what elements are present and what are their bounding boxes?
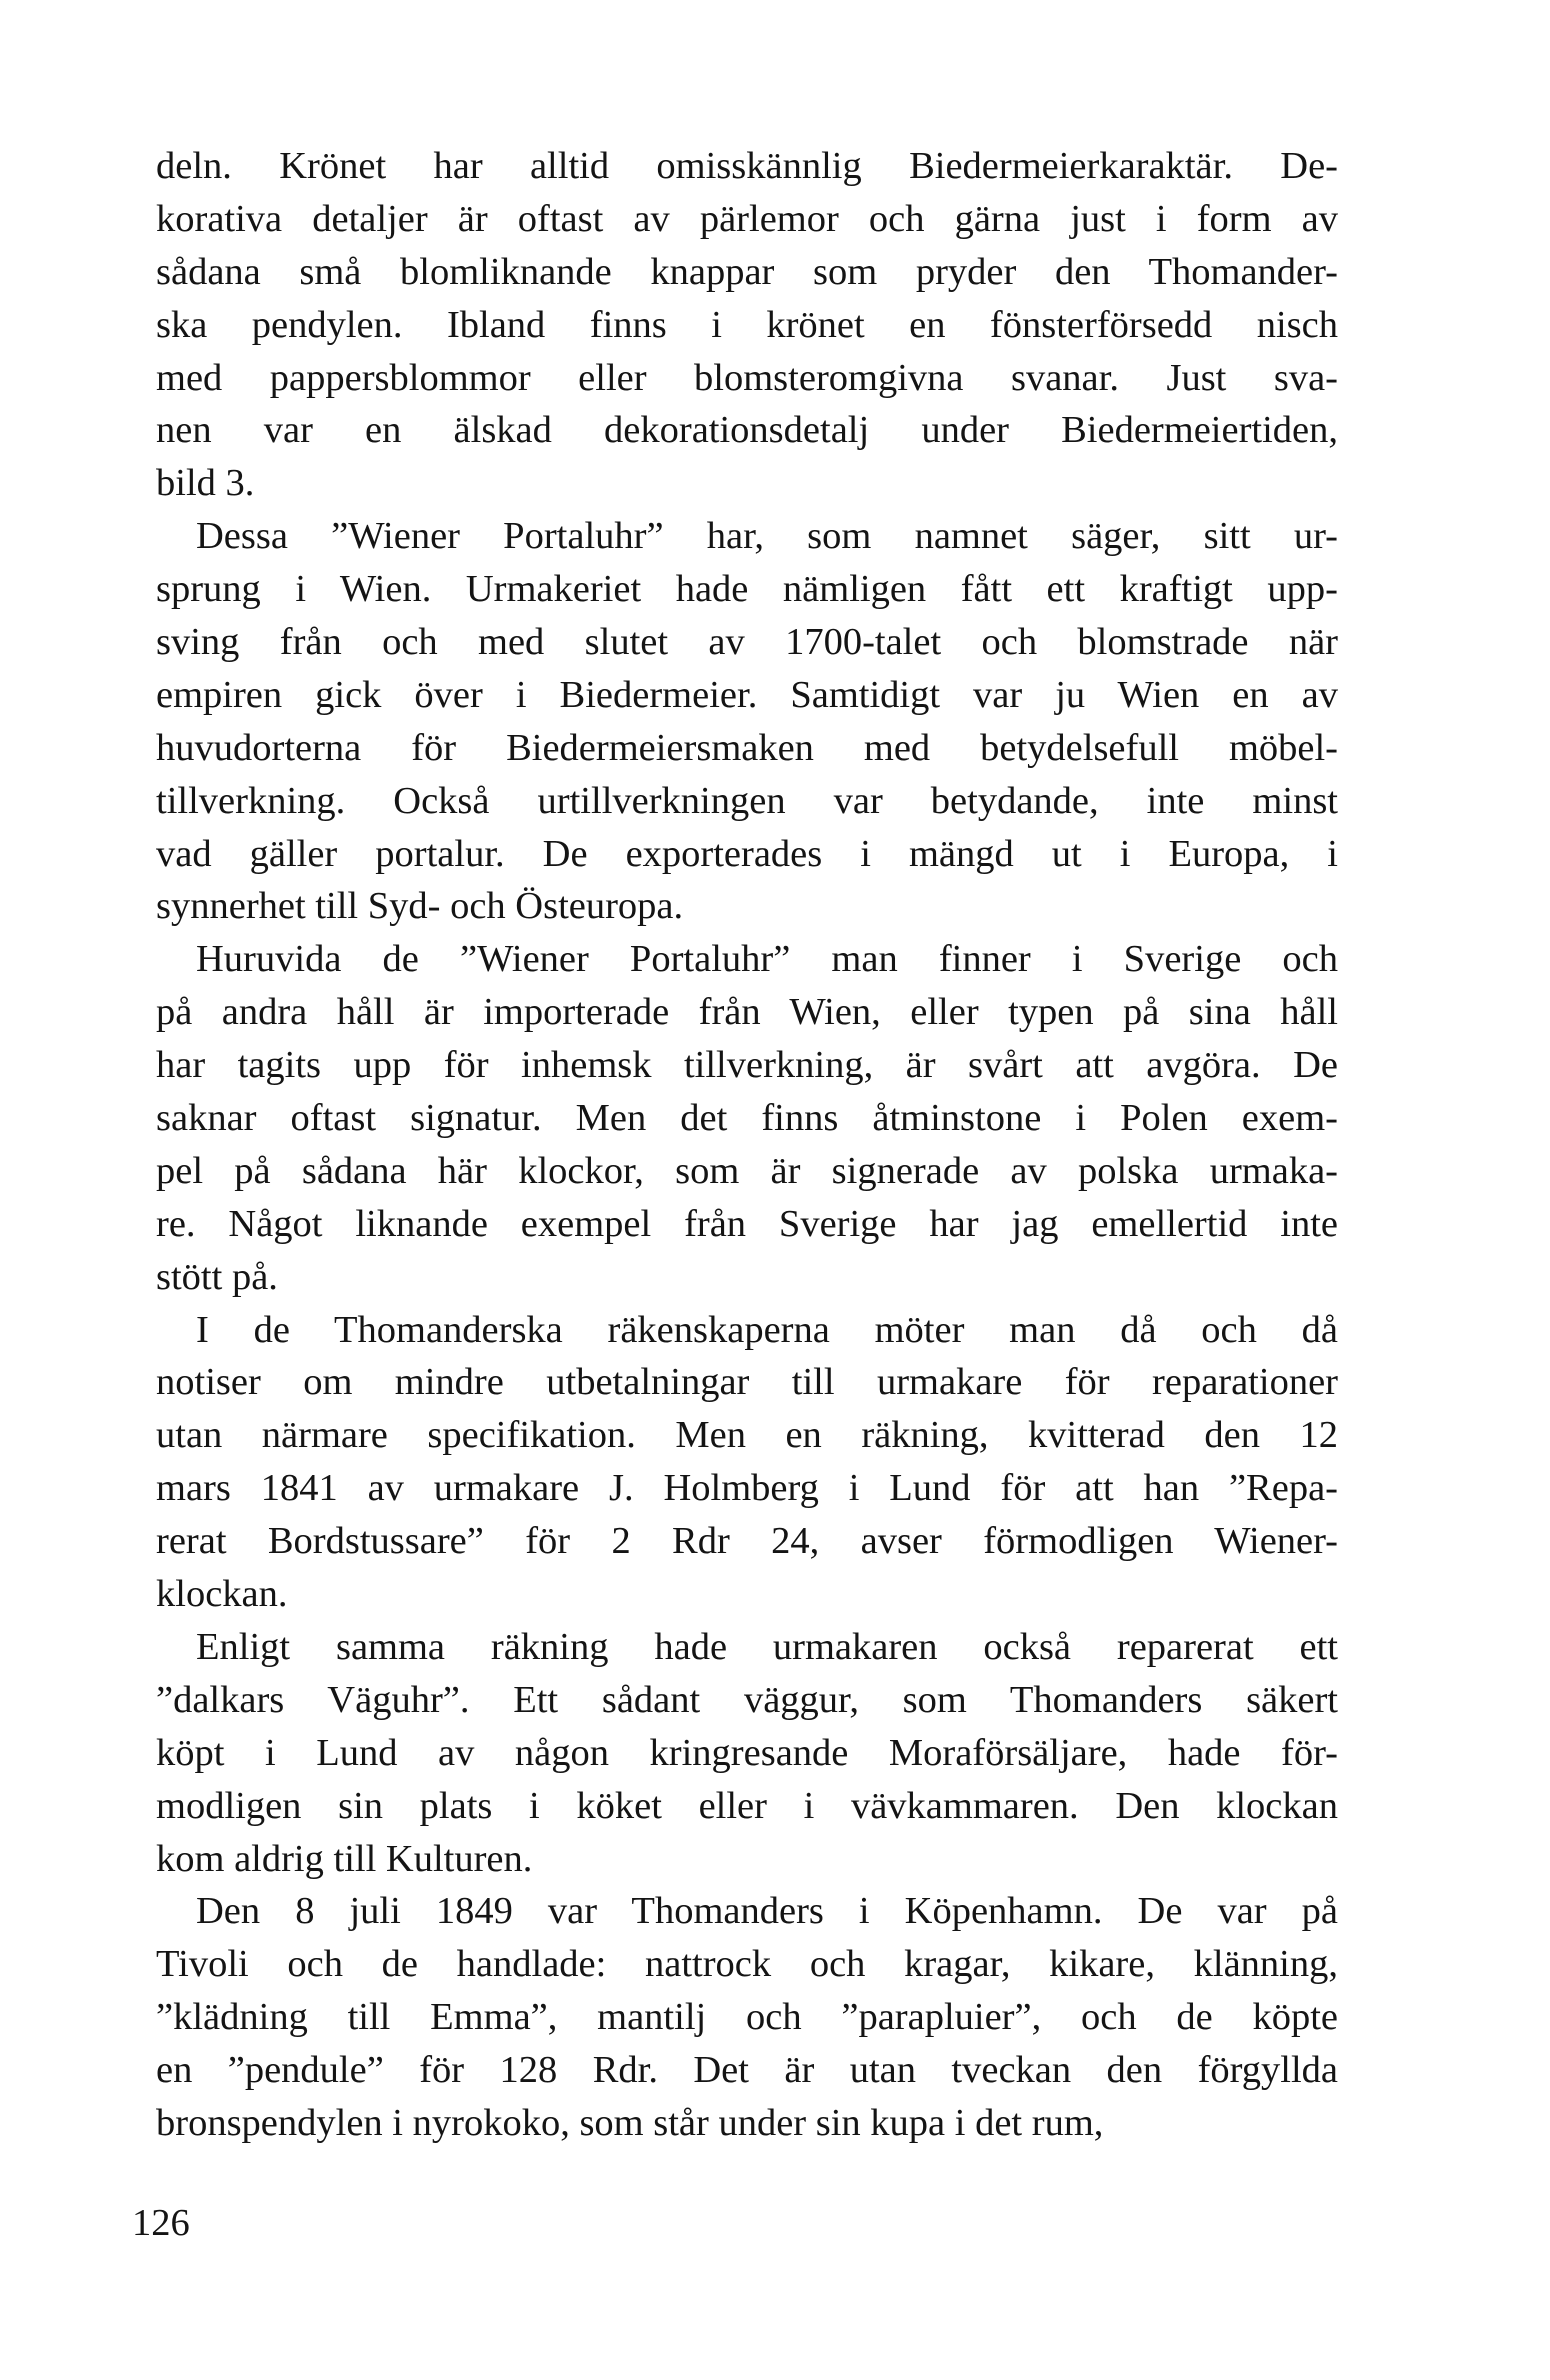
text-line: ska pendylen. Ibland finns i krönet en fönsterförsedd nisch — [156, 303, 1338, 346]
text-line: ”dalkars Väguhr”. Ett sådant väggur, som Thomanders säkert — [156, 1678, 1338, 1721]
text-line: klockan. — [156, 1573, 288, 1616]
text-line: notiser om mindre utbetalningar till urmakare för reparationer — [156, 1361, 1338, 1404]
paragraph — [156, 1304, 1338, 1621]
text-line: köpt i Lund av någon kringresande Moraförsäljare, hade för- — [156, 1731, 1338, 1774]
text-line: sprung i Wien. Urmakeriet hade nämligen fått ett kraftigt upp- — [156, 568, 1338, 611]
text-line: kom aldrig till Kulturen. — [156, 1837, 533, 1880]
paragraph — [156, 140, 1338, 510]
paragraph — [156, 510, 1338, 933]
text-line: re. Något liknande exempel från Sverige har jag emellertid inte — [156, 1202, 1338, 1245]
text-line: korativa detaljer är oftast av pärlemor och gärna just i form av — [156, 197, 1338, 240]
text-line: utan närmare specifikation. Men en räkning, kvitterad den 12 — [156, 1414, 1338, 1457]
text-line: ”klädning till Emma”, mantilj och ”parapluier”, och de köpte — [156, 1996, 1338, 2039]
text-line: en ”pendule” för 128 Rdr. Det är utan tveckan den förgyllda — [156, 2049, 1338, 2092]
text-line: bronspendylen i nyrokoko, som står under sin kupa i det rum, — [156, 2101, 1104, 2144]
text-line: deln. Krönet har alltid omisskännlig Biedermeierkaraktär. De- — [156, 145, 1338, 187]
text-line: huvudorterna för Biedermeiersmaken med betydelsefull möbel- — [156, 726, 1338, 769]
text-line: med pappersblommor eller blomsteromgivna svanar. Just sva- — [156, 356, 1338, 399]
text-line: tillverkning. Också urtillverkningen var betydande, inte minst — [156, 779, 1338, 822]
text-line: modligen sin plats i köket eller i vävkammaren. Den klockan — [156, 1784, 1338, 1827]
text-line: Den 8 juli 1849 var Thomanders i Köpenhamn. De var på — [196, 1890, 1338, 1933]
text-line: pel på sådana här klockor, som är signerade av polska urmaka- — [156, 1149, 1338, 1192]
paragraph — [156, 1885, 1338, 2149]
text-line: empiren gick över i Biedermeier. Samtidigt var ju Wien en av — [156, 673, 1338, 716]
text-line: Enligt samma räkning hade urmakaren också reparerat ett — [196, 1625, 1338, 1668]
text-line: rerat Bordstussare” för 2 Rdr 24, avser förmodligen Wiener- — [156, 1520, 1338, 1563]
text-line: stött på. — [156, 1255, 278, 1298]
text-line: vad gäller portalur. De exporterades i mängd ut i Europa, i — [156, 832, 1338, 875]
text-line: mars 1841 av urmakare J. Holmberg i Lund för att han ”Repa- — [156, 1467, 1338, 1510]
text-line: bild 3. — [156, 462, 255, 505]
body-text — [156, 140, 1338, 2150]
text-line: Dessa ”Wiener Portaluhr” har, som namnet säger, sitt ur- — [196, 515, 1338, 558]
text-line: har tagits upp för inhemsk tillverkning, är svårt att avgöra. De — [156, 1044, 1338, 1087]
page-number: 126 — [132, 2202, 190, 2244]
text-line: Huruvida de ”Wiener Portaluhr” man finner i Sverige och — [196, 938, 1338, 981]
text-line: på andra håll är importerade från Wien, eller typen på sina håll — [156, 991, 1338, 1034]
paragraph — [156, 1621, 1338, 1885]
paragraph — [156, 933, 1338, 1303]
text-line: I de Thomanderska räkenskaperna möter man då och då — [196, 1308, 1338, 1351]
text-line: synnerhet till Syd- och Östeuropa. — [156, 885, 684, 928]
text-line: sving från och med slutet av 1700-talet och blomstrade när — [156, 621, 1338, 664]
text-line: nen var en älskad dekorationsdetalj under Biedermeiertiden, — [156, 409, 1338, 452]
text-line: sådana små blomliknande knappar som pryder den Thomander- — [156, 250, 1338, 293]
text-line: Tivoli och de handlade: nattrock och kragar, kikare, klänning, — [156, 1943, 1338, 1986]
text-line: saknar oftast signatur. Men det finns åtminstone i Polen exem- — [156, 1097, 1338, 1140]
